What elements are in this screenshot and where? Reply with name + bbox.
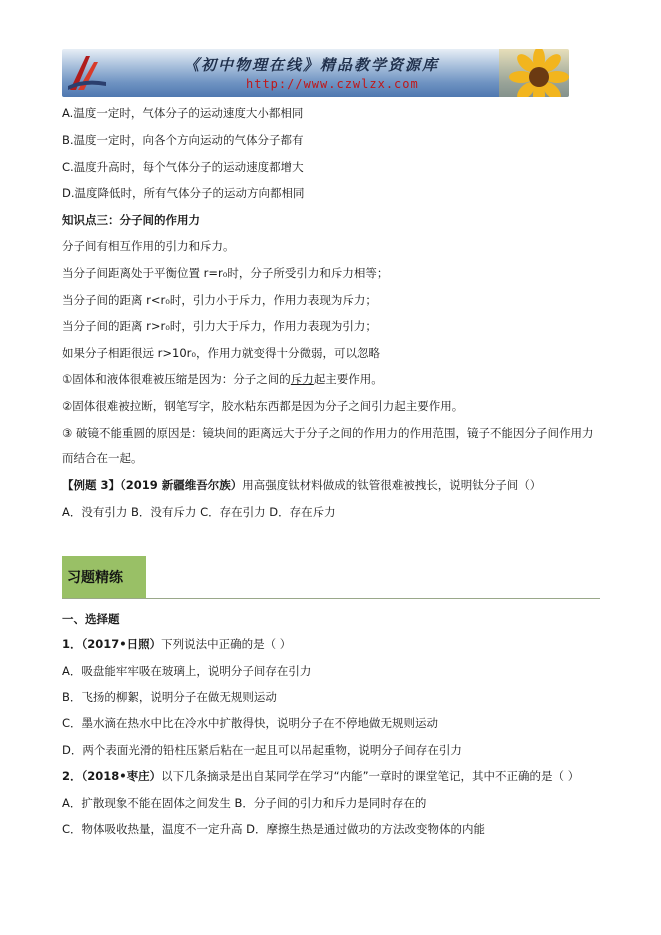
sunflower-icon bbox=[499, 49, 569, 97]
example-options: A．没有引力 B．没有斥力 C．存在引力 D．存在斥力 bbox=[62, 505, 336, 519]
example-3 bbox=[62, 477, 541, 493]
knowledge-point-1-underline: 斥力 bbox=[290, 372, 314, 386]
question-1-source: （2017•日照） bbox=[81, 637, 162, 651]
site-logo-icon bbox=[64, 52, 110, 94]
knowledge-point-1-pre: ①固体和液体很难被压缩是因为：分子之间的 bbox=[62, 372, 291, 386]
question-2-number: 2． bbox=[62, 769, 82, 783]
knowledge-heading: 知识点三：分子间的作用力 bbox=[62, 213, 200, 227]
question-1-option-b: B．飞扬的柳絮，说明分子在做无规则运动 bbox=[62, 690, 277, 704]
knowledge-point-3-cont: 而结合在一起。 bbox=[62, 451, 143, 465]
option-c: C.温度升高时，每个气体分子的运动速度都增大 bbox=[62, 160, 304, 174]
knowledge-point-1-post: 起主要作用。 bbox=[313, 372, 383, 386]
section-tab-exercises bbox=[62, 556, 146, 598]
banner-url[interactable]: http://www.czwlzx.com bbox=[246, 77, 419, 91]
question-1-option-d: D．两个表面光滑的铅柱压紧后粘在一起且可以吊起重物，说明分子间存在引力 bbox=[62, 743, 462, 757]
knowledge-line-attraction: 当分子间的距离 r>r₀时，引力大于斥力，作用力表现为引力； bbox=[62, 319, 377, 333]
knowledge-line-equilibrium: 当分子间距离处于平衡位置 r=r₀时，分子所受引力和斥力相等； bbox=[62, 266, 389, 280]
section-title: 习题精练 bbox=[67, 570, 123, 586]
option-d: D.温度降低时，所有气体分子的运动方向都相同 bbox=[62, 186, 305, 200]
question-1-option-c: C．墨水滴在热水中比在冷水中扩散得快，说明分子在不停地做无规则运动 bbox=[62, 716, 439, 730]
knowledge-point-2: ②固体很难被拉断，钢笔写字，胶水粘东西都是因为分子之间引力起主要作用。 bbox=[62, 399, 464, 413]
question-2-text: 以下几条摘录是出自某同学在学习“内能”一章时的课堂笔记，其中不正确的是（ ） bbox=[161, 769, 580, 783]
question-2-options-cd: C．物体吸收热量，温度不一定升高 D．摩擦生热是通过做功的方法改变物体的内能 bbox=[62, 822, 486, 836]
example-source: （2019 新疆维吾尔族） bbox=[120, 478, 243, 492]
question-2-source: （2018•枣庄） bbox=[81, 769, 162, 783]
knowledge-line-far: 如果分子相距很远 r>10r₀，作用力就变得十分微弱，可以忽略 bbox=[62, 346, 380, 360]
part-heading: 一、选择题 bbox=[62, 612, 120, 626]
section-divider bbox=[62, 598, 600, 599]
question-2-options-ab: A．扩散现象不能在固体之间发生 B．分子间的引力和斥力是同时存在的 bbox=[62, 796, 427, 810]
header-banner bbox=[62, 49, 569, 97]
question-2 bbox=[62, 768, 579, 784]
banner-title: 《初中物理在线》精品教学资源库 bbox=[184, 56, 440, 74]
example-text: 用高强度钛材料做成的钛管很难被拽长，说明钛分子间（） bbox=[242, 478, 542, 492]
knowledge-point-1 bbox=[62, 371, 383, 387]
question-1-option-a: A．吸盘能牢牢吸在玻璃上，说明分子间存在引力 bbox=[62, 664, 312, 678]
question-1 bbox=[62, 636, 291, 652]
knowledge-point-3: ③ 破镜不能重圆的原因是：镜块间的距离远大于分子之间的作用力的作用范围，镜子不能因分子间作用力 bbox=[62, 426, 594, 440]
example-tag: 【例题 3】 bbox=[62, 478, 121, 492]
knowledge-line-repulsion: 当分子间的距离 r<r₀时，引力小于斥力，作用力表现为斥力； bbox=[62, 293, 377, 307]
option-b: B.温度一定时，向各个方向运动的气体分子都有 bbox=[62, 133, 304, 147]
question-1-text: 下列说法中正确的是（ ） bbox=[161, 637, 292, 651]
option-a: A.温度一定时，气体分子的运动速度大小都相同 bbox=[62, 106, 304, 120]
knowledge-intro: 分子间有相互作用的引力和斥力。 bbox=[62, 239, 235, 253]
question-1-number: 1． bbox=[62, 637, 82, 651]
